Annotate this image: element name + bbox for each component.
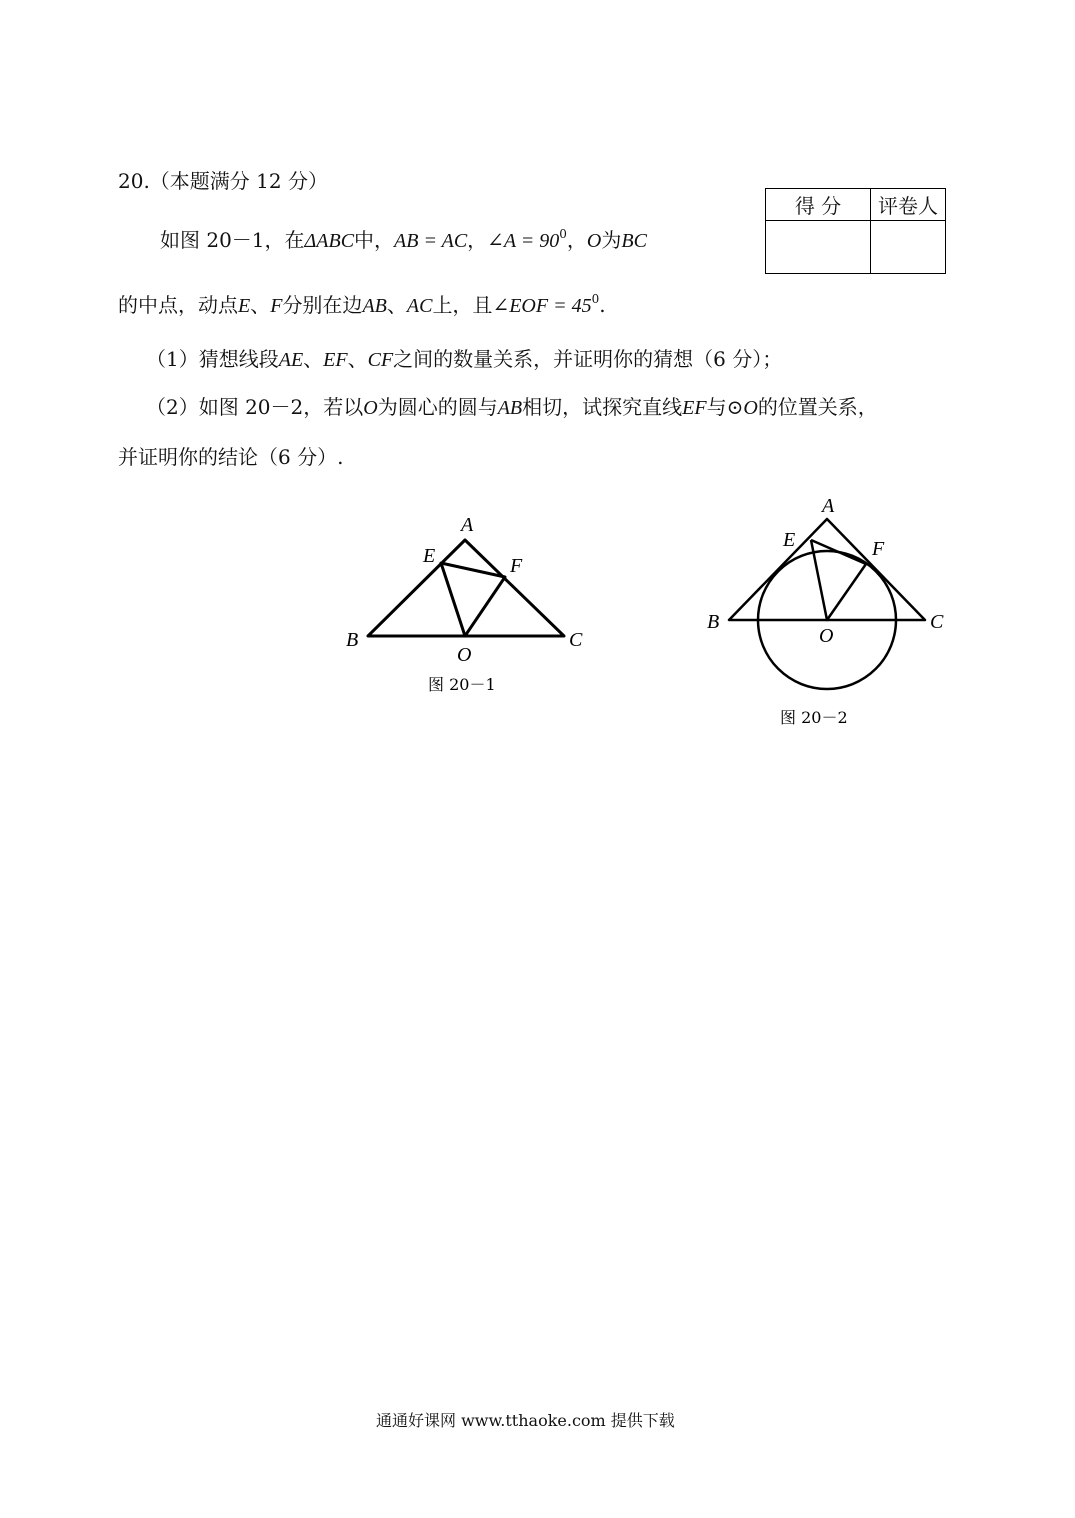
fig1-label-b: B: [346, 629, 359, 651]
fig1-label-e: E: [423, 545, 436, 567]
fig2-label-a: A: [822, 495, 835, 517]
figure-20-2: [729, 519, 925, 689]
fig1-label-a: A: [461, 514, 474, 536]
footer-source: 通通好课网 www.tthaoke.com 提供下载: [376, 1411, 675, 1430]
fig2-label-b: B: [707, 611, 720, 633]
fig2-label-e: E: [783, 529, 796, 551]
fig2-caption: 图 20－2: [780, 708, 848, 727]
score-header: 得 分: [766, 189, 871, 221]
fig2-label-o: O: [819, 625, 834, 647]
fig1-label-c: C: [569, 629, 583, 651]
problem-line2: 的中点，动点E、F分别在边AB、AC上，且∠EOF = $45^0$.: [118, 292, 606, 317]
fig2-label-f: F: [872, 538, 885, 560]
fig1-label-f: F: [510, 555, 523, 577]
fig1-label-o: O: [457, 644, 472, 666]
grader-header: 评卷人: [871, 189, 946, 221]
triangle-abc: [368, 540, 564, 636]
triangle-eof: [441, 563, 505, 636]
fig2-label-c: C: [930, 611, 944, 633]
figure-20-1: [368, 540, 564, 636]
triangle-abc-2: [729, 519, 925, 620]
fig1-caption: 图 20－1: [428, 675, 496, 694]
question-2: （2）如图 20－2，若以O为圆心的圆与AB相切，试探究直线EF与⊙O的位置关系，: [146, 395, 878, 419]
problem-header: 20.（本题满分 12 分）: [118, 169, 328, 193]
question-1: （1）猜想线段AE、EF、CF之间的数量关系，并证明你的猜想（6 分）；: [146, 347, 783, 371]
problem-intro: 如图 20－1，在ΔABC中，AB = AC，∠A = $90^0$，O为BC: [160, 227, 647, 252]
question-2-continued: 并证明你的结论（6 分）.: [118, 445, 344, 469]
